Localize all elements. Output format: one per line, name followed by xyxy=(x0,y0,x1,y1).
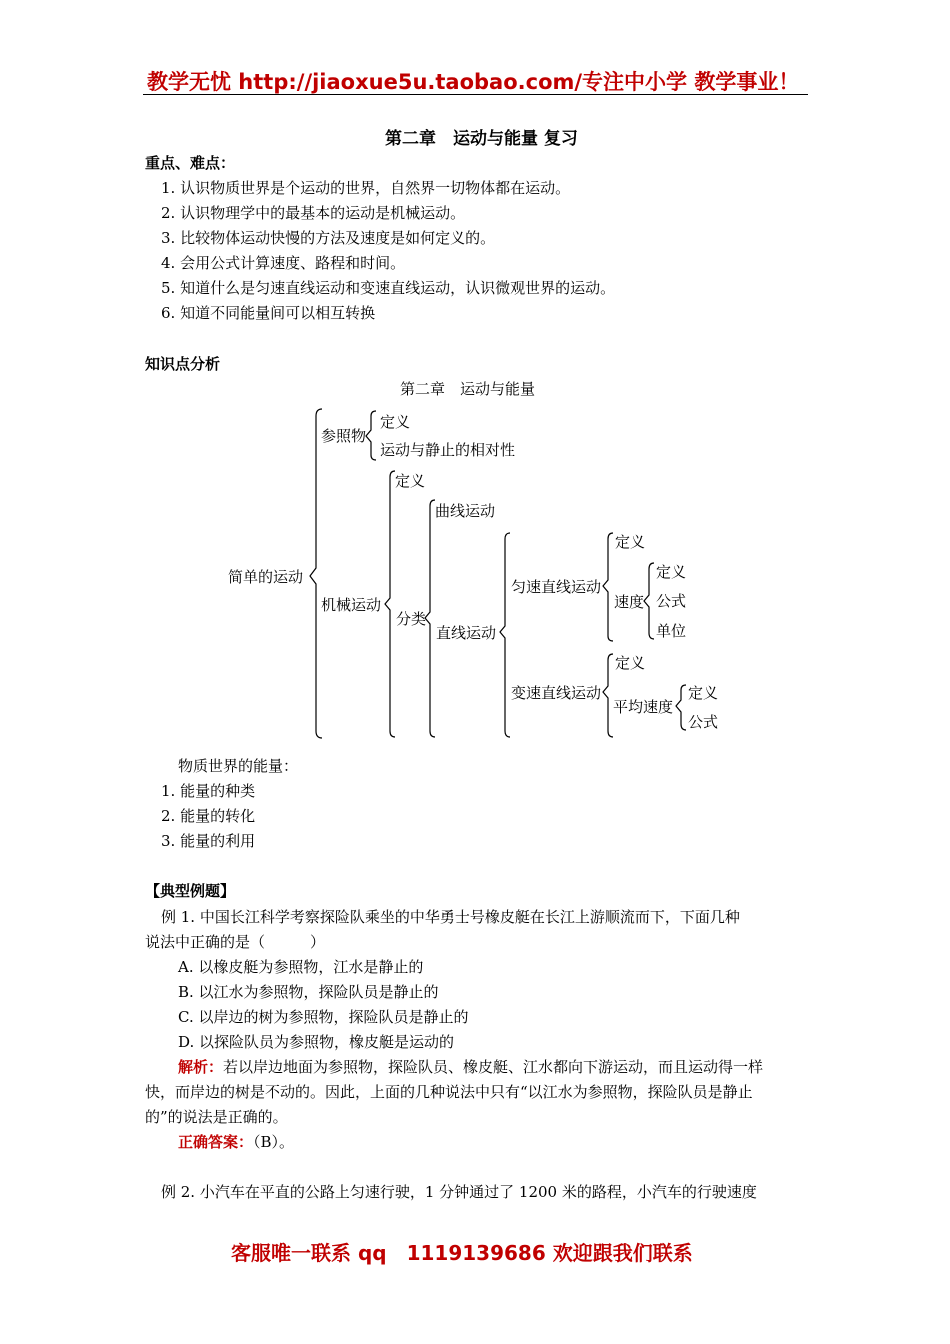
energy-item: 1. 能量的种类 xyxy=(161,782,256,800)
node-classify: 分类 xyxy=(396,610,427,628)
analysis-heading: 知识点分析 xyxy=(145,355,221,373)
answer-label: 正确答案： xyxy=(178,1133,254,1151)
answer-value: （B）。 xyxy=(253,1133,295,1151)
node-variable: 变速直线运动 xyxy=(511,684,602,702)
energy-item: 2. 能量的转化 xyxy=(161,807,256,825)
brace-reference xyxy=(366,411,376,460)
node-mechanical: 机械运动 xyxy=(321,596,382,614)
key-point-item: 5. 知道什么是匀速直线运动和变速直线运动，认识微观世界的运动。 xyxy=(161,279,616,297)
example-1-option-b: B. 以江水为参照物，探险队员是静止的 xyxy=(178,983,439,1001)
node-avg-speed: 平均速度 xyxy=(613,698,674,716)
example-1-answer xyxy=(178,1131,294,1152)
example-1-line: 说法中正确的是（ ） xyxy=(145,933,326,951)
example-1-line: 例 1. 中国长江科学考察探险队乘坐的中华勇士号橡皮艇在长江上游顺流而下，下面几种 xyxy=(161,908,740,926)
node-avg-def: 定义 xyxy=(688,684,719,702)
node-curve: 曲线运动 xyxy=(435,502,496,520)
node-variable-def: 定义 xyxy=(615,654,646,672)
node-root: 简单的运动 xyxy=(228,568,304,586)
diagram-title: 第二章 运动与能量 xyxy=(400,380,536,398)
brace-straight xyxy=(500,533,510,737)
example-1-option-a: A. 以橡皮艇为参照物，江水是静止的 xyxy=(178,958,424,976)
brace-root xyxy=(310,409,322,738)
node-ref-def: 定义 xyxy=(380,413,411,431)
node-speed-unit: 单位 xyxy=(656,622,687,640)
node-speed-def: 定义 xyxy=(656,563,687,581)
node-mech-def: 定义 xyxy=(395,472,426,490)
energy-item: 3. 能量的利用 xyxy=(161,832,256,850)
key-point-item: 4. 会用公式计算速度、路程和时间。 xyxy=(161,254,406,272)
key-point-item: 3. 比较物体运动快慢的方法及速度是如何定义的。 xyxy=(161,229,496,247)
node-reference: 参照物 xyxy=(321,427,367,445)
key-point-item: 6. 知道不同能量间可以相互转换 xyxy=(161,304,376,322)
header-banner: 教学无忧 http://jiaoxue5u.taobao.com/专注中小学 教学事业！ xyxy=(147,70,800,94)
example-1-analysis xyxy=(178,1056,763,1077)
node-straight: 直线运动 xyxy=(436,624,497,642)
example-1-option-d: D. 以探险队员为参照物，橡皮艇是运动的 xyxy=(178,1033,455,1051)
key-point-item: 2. 认识物理学中的最基本的运动是机械运动。 xyxy=(161,204,466,222)
node-avg-formula: 公式 xyxy=(688,713,719,731)
page-title: 第二章 运动与能量 复习 xyxy=(385,129,578,149)
node-ref-relative: 运动与静止的相对性 xyxy=(380,441,516,459)
example-1-analysis-line: 的”的说法是正确的。 xyxy=(145,1108,288,1126)
key-points-heading: 重点、难点： xyxy=(145,154,236,172)
example-2-line: 例 2. 小汽车在平直的公路上匀速行驶，1 分钟通过了 1200 米的路程，小汽车的行驶速度 xyxy=(161,1183,757,1201)
analysis-text: 若以岸边地面为参照物，探险队员、橡皮艇、江水都向下游运动，而且运动得一样 xyxy=(223,1058,764,1076)
brace-mechanical xyxy=(385,471,395,737)
examples-heading: 【典型例题】 xyxy=(145,882,236,900)
node-uniform-def: 定义 xyxy=(615,533,646,551)
brace-variable xyxy=(603,654,613,737)
key-point-item: 1. 认识物质世界是个运动的世界，自然界一切物体都在运动。 xyxy=(161,179,571,197)
node-speed: 速度 xyxy=(614,593,645,611)
example-1-option-c: C. 以岸边的树为参照物，探险队员是静止的 xyxy=(178,1008,469,1026)
node-speed-formula: 公式 xyxy=(656,592,687,610)
brace-avg-speed xyxy=(676,685,686,730)
brace-speed xyxy=(644,563,654,639)
analysis-label: 解析： xyxy=(178,1058,224,1076)
footer-contact: 客服唯一联系 qq 1119139686 欢迎跟我们联系 xyxy=(231,1241,693,1265)
example-1-analysis-line: 快，而岸边的树是不动的。因此，上面的几种说法中只有“以江水为参照物，探险队员是静止 xyxy=(145,1083,753,1101)
node-uniform: 匀速直线运动 xyxy=(511,578,602,596)
energy-heading: 物质世界的能量： xyxy=(178,757,299,775)
brace-classify xyxy=(425,500,435,737)
brace-uniform xyxy=(603,533,613,641)
